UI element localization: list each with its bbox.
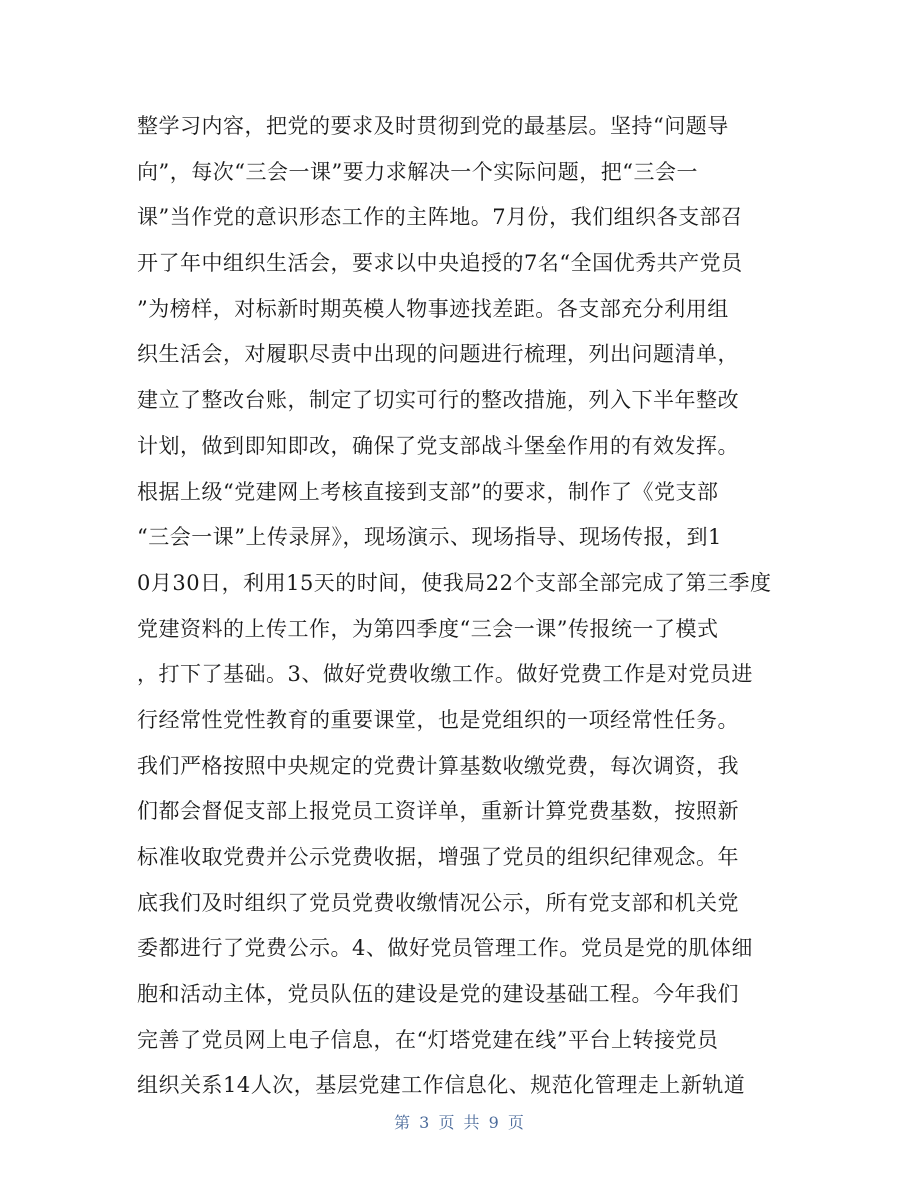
text-line: 底我们及时组织了党员党费收缴情况公示，所有党支部和机关党 (137, 890, 739, 915)
text-line: 整学习内容，把党的要求及时贯彻到党的最基层。坚持“问题导 (137, 114, 729, 138)
text-line: 织生活会，对履职尽责中出现的问题进行梳理，列出问题清单， (137, 342, 739, 367)
text-line: 委都进行了党费公示。4、做好党员管理工作。党员是党的肌体细 (137, 936, 753, 961)
body-text (137, 104, 797, 1109)
text-line: 行经常性党性教育的重要课堂，也是党组织的一项经常性任务。 (137, 707, 739, 732)
text-line: 党建资料的上传工作，为第四季度“三会一课”传报统一了模式 (137, 616, 719, 641)
text-line: 课”当作党的意识形态工作的主阵地。7月份，我们组织各支部召 (137, 205, 743, 230)
text-line: 标准收取党费并公示党费收据，增强了党员的组织纪律观念。年 (137, 845, 739, 869)
text-line: 胞和活动主体，党员队伍的建设是党的建设基础工程。今年我们 (137, 982, 739, 1007)
text-line: ，打下了基础。3、做好党费收缴工作。做好党费工作是对党员进 (137, 662, 753, 687)
text-line: 完善了党员网上电子信息，在“灯塔党建在线”平台上转接党员 (137, 1027, 719, 1052)
text-line: 开了年中组织生活会，要求以中央追授的7名“全国优秀共产党员 (137, 251, 743, 276)
text-line: 组织关系14人次，基层党建工作信息化、规范化管理走上新轨道 (137, 1073, 746, 1098)
text-line: 建立了整改台账，制定了切实可行的整改措施，列入下半年整改 (137, 388, 739, 413)
text-line: 们都会督促支部上报党员工资详单，重新计算党费基数，按照新 (137, 799, 739, 824)
text-line: 根据上级“党建网上考核直接到支部”的要求，制作了《党支部 (137, 479, 719, 504)
text-line: ”为榜样，对标新时期英模人物事迹找差距。各支部充分利用组 (137, 296, 729, 321)
page-number-footer: 第 3 页 共 9 页 (394, 1113, 526, 1132)
text-line: 0月30日，利用15天的时间，使我局22个支部全部完成了第三季度 (137, 570, 772, 595)
text-line: “三会一课”上传录屏》，现场演示、现场指导、现场传报，到1 (137, 525, 722, 550)
text-line: 我们严格按照中央规定的党费计算基数收缴党费，每次调资，我 (137, 753, 739, 778)
text-line: 向”，每次“三会一课”要力求解决一个实际问题，把“三会一 (137, 159, 698, 184)
text-line: 计划，做到即知即改，确保了党支部战斗堡垒作用的有效发挥。 (137, 433, 739, 458)
